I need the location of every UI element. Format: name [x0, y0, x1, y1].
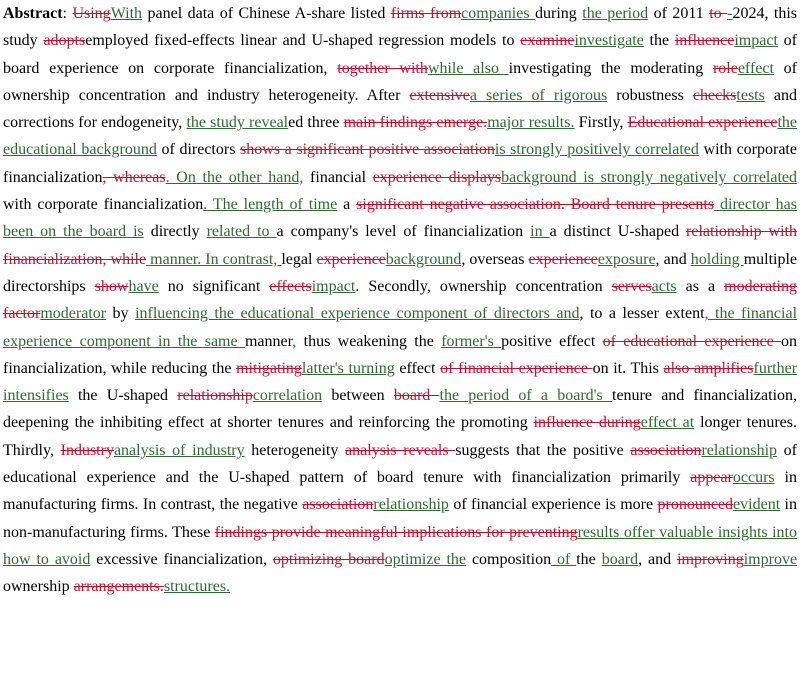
inserted-text: effect at	[640, 414, 695, 432]
deleted-text: show	[94, 277, 129, 295]
body-text: Firstly,	[574, 114, 628, 132]
inserted-text: investigate	[574, 32, 644, 50]
inserted-text: the educational background	[3, 114, 798, 159]
deleted-text: analysis reveals	[345, 441, 456, 459]
inserted-text: while also	[427, 59, 509, 77]
body-text: legal	[281, 250, 317, 268]
body-text: in manufacturing firms. In contrast, the negative	[3, 469, 797, 514]
inserted-text: effect	[737, 59, 774, 77]
deleted-text: role	[712, 59, 738, 77]
inserted-text: latter's turning	[301, 359, 395, 377]
deleted-text: effects	[269, 277, 312, 295]
body-text: financial	[303, 168, 373, 186]
body-text: of educational experience and the U-shaped pattern of board tenure with financialization primarily	[3, 441, 798, 487]
body-text: of ownership concentration and industry heterogeneity. After	[3, 59, 797, 104]
inserted-text: acts	[651, 277, 677, 295]
body-text: panel data of Chinese A-share listed	[142, 5, 391, 22]
body-text: , to a lesser extent	[579, 305, 705, 323]
body-text: the	[576, 550, 602, 568]
deleted-text: serves	[611, 277, 652, 295]
deleted-text: extensive	[409, 86, 470, 104]
body-text: . Secondly, ownership concentration	[355, 277, 612, 295]
inserted-text: background is strongly negatively correlated	[501, 168, 798, 186]
body-text: suggests that the positive	[455, 441, 631, 459]
inserted-text: evident	[733, 496, 781, 514]
inserted-text: With	[110, 5, 143, 22]
deleted-text: findings provide meaningful implications for preventing	[214, 523, 578, 541]
body-text: excessive financialization,	[90, 550, 273, 568]
body-text: ownership	[3, 578, 74, 596]
inserted-text: board	[601, 550, 639, 568]
deleted-text: Using	[72, 5, 111, 22]
body-text: effect	[394, 359, 441, 377]
inserted-text: optimize the	[384, 550, 467, 568]
deleted-text: Industry	[60, 441, 114, 459]
deleted-text: experience	[528, 250, 598, 268]
deleted-text: relationship	[177, 387, 253, 405]
body-text: a distinct U-shaped	[549, 223, 687, 241]
deleted-text: significant negative association. Board tenure presents	[356, 196, 715, 214]
deleted-text: together with	[337, 59, 428, 77]
body-text: a	[337, 196, 357, 214]
inserted-text: relationship	[373, 496, 449, 514]
inserted-text: results offer valuable insights into how to avoid	[3, 523, 797, 568]
inserted-text: influencing the educational experience component of directors and	[135, 305, 580, 323]
body-text: multiple directorships	[3, 250, 798, 295]
inserted-text: -	[727, 5, 733, 22]
body-text: by	[106, 305, 136, 323]
inserted-text: further intensifies	[3, 359, 798, 405]
deleted-text: pronounced	[657, 496, 734, 514]
deleted-text: adopts	[43, 32, 86, 50]
inserted-text: the study reveal	[186, 114, 289, 132]
body-text: robustness	[607, 86, 693, 104]
inserted-text: improve	[743, 550, 798, 568]
inserted-text: exposure	[597, 250, 656, 268]
body-text: of board experience on corporate financialization,	[3, 32, 797, 77]
deleted-text: influence during	[533, 414, 641, 432]
body-text: during	[535, 5, 583, 22]
body-text: , and	[655, 250, 691, 268]
deleted-text: examine	[520, 32, 575, 50]
body-text: longer tenures. Thirdly,	[3, 414, 798, 459]
inserted-text: correlation	[252, 387, 323, 405]
inserted-text: tests	[736, 86, 765, 104]
inserted-text: background	[385, 250, 462, 268]
inserted-text: moderator	[40, 305, 107, 323]
deleted-text: appear	[690, 469, 733, 487]
body-text: in non-manufacturing firms. These	[3, 496, 797, 541]
body-text: composition	[466, 550, 552, 568]
inserted-text: the period	[582, 5, 649, 22]
inserted-text: is strongly positively correlated	[494, 141, 699, 159]
deleted-text: moderating factor	[3, 277, 797, 323]
body-text: employed fixed-effects linear and U-shaped regression models to	[85, 32, 521, 50]
inserted-text: former's	[441, 332, 502, 350]
deleted-text: association	[302, 496, 374, 514]
inserted-text: related to	[206, 223, 277, 241]
inserted-text: companies	[461, 5, 536, 22]
body-text: the U-shaped	[68, 387, 178, 405]
body-text: of directors	[156, 141, 241, 159]
inserted-text: , the financial experience component in the same	[3, 305, 798, 350]
deleted-text: board	[393, 387, 440, 405]
inserted-text: structures.	[163, 578, 231, 596]
body-text: as a	[676, 277, 725, 295]
deleted-text: arrangements.	[73, 578, 164, 596]
inserted-text: . O	[165, 168, 188, 186]
body-text: on it. This	[592, 359, 664, 377]
abstract-paragraph	[3, 0, 797, 601]
deleted-text: improving	[677, 550, 744, 568]
deleted-text: shows a significant positive association	[240, 141, 495, 159]
body-text: and corrections for endogeneity,	[3, 86, 797, 132]
deleted-text: to	[709, 5, 728, 22]
deleted-text: Educational experience	[627, 114, 778, 132]
deleted-text: experience displays	[372, 168, 502, 186]
body-text: manner	[244, 332, 293, 350]
body-text: with corporate financialization	[3, 141, 797, 186]
body-text: , and	[638, 550, 678, 568]
deleted-text: association	[630, 441, 702, 459]
body-text: investigating the moderating	[508, 59, 713, 77]
inserted-text: analysis of industry	[113, 441, 245, 459]
body-text: heterogeneity	[244, 441, 346, 459]
body-text: directly	[143, 223, 207, 241]
inserted-text: n the other hand,	[187, 168, 304, 186]
body-text: on financialization, while reducing the	[3, 332, 798, 377]
body-text: between	[322, 387, 394, 405]
body-text: 2024, this study	[3, 5, 798, 50]
body-text: of 2011	[648, 5, 710, 22]
inserted-text: occurs	[732, 469, 775, 487]
body-text: :	[62, 5, 73, 22]
inserted-text: manner. In contrast,	[146, 250, 282, 268]
deleted-text: mitigating	[236, 359, 302, 377]
inserted-text: impact	[311, 277, 356, 295]
body-text: no significant	[158, 277, 270, 295]
body-text: positive effect	[501, 332, 603, 350]
deleted-text: of educational experience	[602, 332, 782, 350]
body-text: tenure and financialization, deepening the inhibiting effect at shorter tenures and reinforcing the promoting	[3, 387, 798, 432]
deleted-text: firms from	[390, 5, 462, 22]
inserted-text: major results.	[487, 114, 575, 132]
deleted-text: relationship with financialization, while	[3, 223, 798, 268]
inserted-text: of	[551, 550, 577, 568]
abstract-label: Abstract	[3, 5, 63, 22]
inserted-text: have	[128, 277, 159, 295]
inserted-text: impact	[734, 32, 778, 50]
body-text: of financial experience is more	[448, 496, 658, 514]
inserted-text: director has been on the board is	[3, 196, 798, 241]
body-text: a company's level of financialization	[276, 223, 531, 241]
deleted-text: , whereas	[102, 168, 166, 186]
body-text: thus weakening the	[296, 332, 442, 350]
inserted-text: a series of rigorous	[469, 86, 608, 104]
deleted-text: of financial experience	[440, 359, 593, 377]
deleted-text: optimizing board	[272, 550, 385, 568]
inserted-text: ,	[292, 332, 297, 350]
body-text: , overseas	[461, 250, 529, 268]
inserted-text: holding	[690, 250, 744, 268]
inserted-text: relationship	[701, 441, 778, 459]
deleted-text: also amplifies	[663, 359, 754, 377]
deleted-text: experience	[316, 250, 386, 268]
inserted-text: . The length of time	[203, 196, 338, 214]
deleted-text: checks	[692, 86, 737, 104]
inserted-text: the period of a board's	[439, 387, 612, 405]
inserted-text: in	[530, 223, 550, 241]
body-text: the	[643, 32, 675, 50]
body-text: with corporate financialization	[3, 196, 204, 214]
body-text: ed three	[288, 114, 344, 132]
deleted-text: main findings emerge.	[343, 114, 488, 132]
deleted-text: influence	[674, 32, 735, 50]
